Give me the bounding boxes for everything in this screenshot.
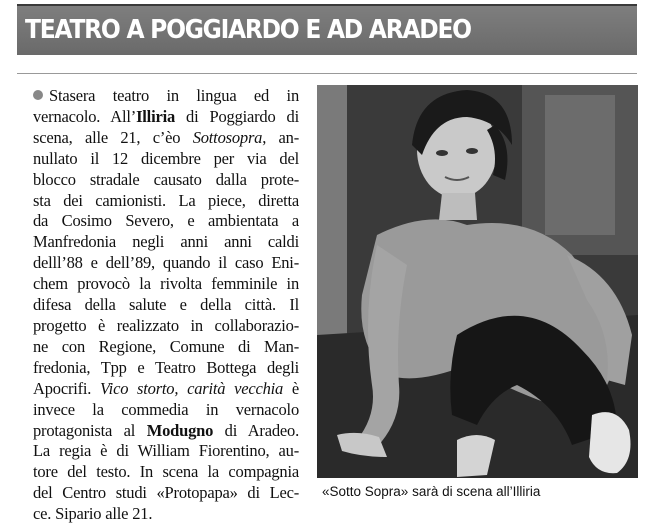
article-text: Modugno bbox=[146, 420, 214, 440]
article-body bbox=[33, 86, 299, 525]
article-line bbox=[33, 128, 299, 149]
article-text: sta dei camionisti. La piece, diretta bbox=[33, 190, 299, 210]
article-text: fredonia, Tpp e Teatro Bottega degli bbox=[33, 357, 299, 377]
article-line bbox=[33, 483, 299, 504]
article-text: invece la commedia in vernacolo bbox=[33, 399, 299, 419]
article-line bbox=[33, 441, 299, 462]
article-text: chem provocò la rivolta femminile in bbox=[33, 274, 299, 294]
article-line bbox=[33, 358, 299, 379]
article-line bbox=[33, 253, 299, 274]
article-line bbox=[33, 295, 299, 316]
article-line bbox=[33, 107, 299, 128]
article-text: ne con Regione, Comune di Man- bbox=[33, 336, 299, 356]
article-text: protagonista al bbox=[33, 420, 147, 440]
article-text: delll’88 e dell’89, quando il caso Eni- bbox=[33, 253, 299, 273]
article-text: Stasera teatro in lingua ed in bbox=[49, 86, 299, 105]
article-text: di Aradeo. bbox=[213, 420, 299, 440]
article-line bbox=[33, 379, 299, 400]
article-line bbox=[33, 316, 299, 337]
photo-illustration bbox=[317, 85, 638, 478]
article-text: di Poggiardo di bbox=[175, 106, 299, 126]
headline-bar bbox=[17, 4, 637, 55]
article-line bbox=[33, 211, 299, 232]
article-line bbox=[33, 149, 299, 170]
divider bbox=[17, 73, 637, 74]
article-text: blocco stradale causato dalla prote- bbox=[33, 169, 299, 189]
article-line bbox=[33, 400, 299, 421]
article-text: Apocrifi. bbox=[33, 378, 101, 398]
article-text: tore del testo. In scena la compagnia bbox=[33, 462, 299, 482]
photo-caption: «Sotto Sopra» sarà di scena all’Illiria bbox=[322, 484, 541, 499]
article-text: ce. Sipario alle 21. bbox=[33, 504, 153, 524]
article-line bbox=[33, 274, 299, 295]
photo bbox=[317, 85, 638, 478]
article-text: difesa della salute e della città. Il bbox=[33, 295, 299, 315]
article-line bbox=[33, 170, 299, 191]
article-text: , an- bbox=[262, 127, 299, 147]
article-line bbox=[33, 337, 299, 358]
article-text: nullato il 12 dicembre per via del bbox=[33, 148, 299, 168]
article-line bbox=[33, 191, 299, 212]
article-line bbox=[33, 462, 299, 483]
article-text: scena, alle 21, c’èo bbox=[33, 127, 193, 147]
headline: TEATRO A POGGIARDO E AD ARADEO bbox=[25, 15, 471, 45]
article-line bbox=[33, 232, 299, 253]
bullet-icon bbox=[33, 90, 43, 100]
article-text: La regia è di William Fiorentino, au- bbox=[33, 441, 299, 461]
article-text: Vico storto, carità vecchia bbox=[100, 378, 284, 398]
article-text: del Centro studi «Protopapa» di Lec- bbox=[33, 483, 299, 503]
article-text: è bbox=[283, 378, 299, 398]
article-text: vernacolo. All’ bbox=[33, 106, 137, 126]
article-text: da Cosimo Severo, e ambientata a bbox=[33, 211, 299, 231]
article-text: Manfredonia negli anni anni caldi bbox=[33, 232, 299, 252]
article-line bbox=[33, 504, 299, 525]
article-text: Illiria bbox=[136, 106, 176, 126]
article-line bbox=[33, 86, 299, 107]
article-text: progetto è realizzato in collaborazio- bbox=[33, 315, 299, 335]
article-text: Sottosopra bbox=[192, 127, 263, 147]
article-line bbox=[33, 421, 299, 442]
